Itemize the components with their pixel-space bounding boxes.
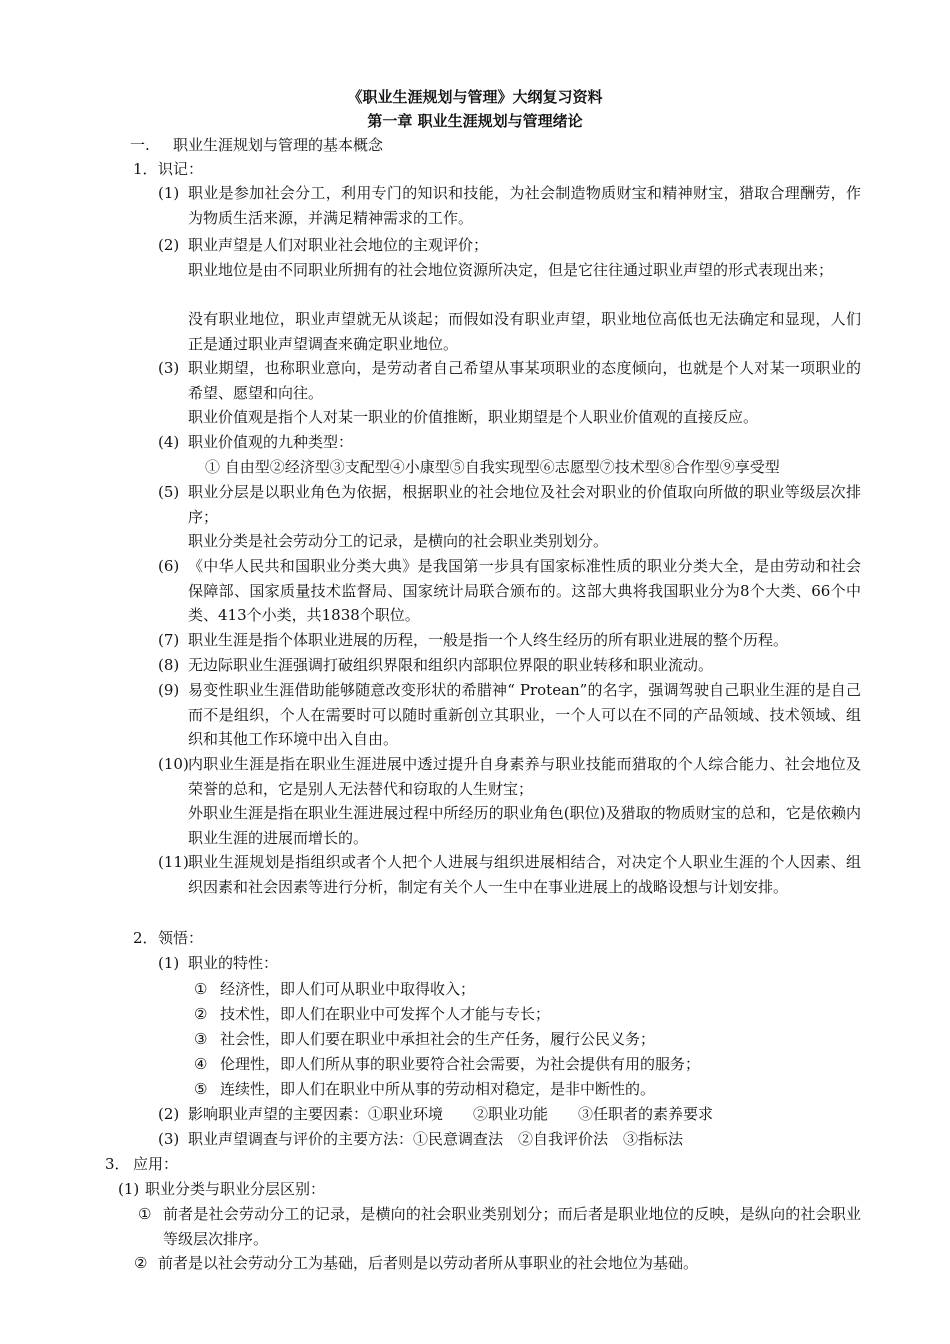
list-item-number: (11) [158, 853, 189, 871]
list-item-text: 职业分类与职业分层区别： [145, 1180, 326, 1198]
list-item-text: 职业是参加社会分工，利用专门的知识和技能，为社会制造物质财宝和精神财宝，猎取合理酬劳，作为物质生活来源，并满足精神需求的工作。 [188, 184, 861, 227]
section-heading: 职业生涯规划与管理的基本概念 [173, 136, 384, 154]
list-item-number: (6) [158, 557, 180, 575]
trait-number: ③ [194, 1030, 208, 1048]
list-item-number: (4) [158, 433, 180, 451]
list-item-number: (8) [158, 656, 180, 674]
list-item-text: 职业生涯是指个体职业进展的历程，一般是指一个人终生经历的所有职业进展的整个历程。 [188, 631, 789, 649]
list-item-paragraph: 职业分类是社会劳动分工的记录，是横向的社会职业类别划分。 [188, 532, 609, 550]
list-item-number: (3) [158, 1130, 180, 1148]
list-item-paragraph: 外职业生涯是指在职业生涯进展过程中所经历的职业角色(职位)及猎取的物质财宝的总和，它是依赖内职业生涯的进展而增长的。 [188, 804, 861, 847]
subsection-heading: 应用： [133, 1155, 179, 1173]
section-number: 一. [130, 136, 150, 154]
subsection-heading: 识记： [158, 160, 204, 178]
list-item-text: 职业价值观的九种类型： [188, 433, 354, 451]
difference-number: ① [138, 1205, 152, 1223]
chapter-title: 第一章 职业生涯规划与管理绪论 [367, 112, 583, 130]
document-title: 《职业生涯规划与管理》大纲复习资料 [347, 88, 603, 106]
trait-number: ① [194, 980, 208, 998]
subsection-number: 1． [133, 160, 158, 178]
trait-number: ⑤ [194, 1080, 208, 1098]
trait-text: 社会性，即人们要在职业中承担社会的生产任务，履行公民义务； [220, 1030, 656, 1048]
list-item-text: 影响职业声望的主要因素：①职业环境 ②职业功能 ③任职者的素养要求 [188, 1105, 714, 1123]
list-item-number: (1) [118, 1180, 140, 1198]
list-item-number: (2) [158, 236, 180, 254]
list-item-number: (3) [158, 359, 180, 377]
trait-text: 技术性，即人们在职业中可发挥个人才能与专长； [220, 1005, 551, 1023]
list-item-number: (10) [158, 755, 189, 773]
list-item-paragraph: 职业价值观是指个人对某一职业的价值推断，职业期望是个人职业价值观的直接反应。 [188, 408, 759, 426]
trait-text: 伦理性，即人们所从事的职业要符合社会需要，为社会提供有用的服务； [220, 1055, 701, 1073]
list-item-text: 职业期望，也称职业意向，是劳动者自己希望从事某项职业的态度倾向，也就是个人对某一项职业的希望、愿望和向往。 [188, 359, 861, 402]
list-item-text: 职业分层是以职业角色为依据，根据职业的社会地位及社会对职业的价值取向所做的职业等级层次排序； [188, 483, 861, 526]
difference-text: 前者是社会劳动分工的记录，是横向的社会职业类别划分；而后者是职业地位的反映，是纵向的社会职业等级层次排序。 [163, 1205, 861, 1248]
trait-text: 连续性，即人们在职业中所从事的劳动相对稳定，是非中断性的。 [220, 1080, 656, 1098]
list-item-text: 职业声望是人们对职业社会地位的主观评价； [188, 236, 489, 254]
list-item-paragraph: 没有职业地位，职业声望就无从谈起；而假如没有职业声望，职业地位高低也无法确定和显现，人们正是通过职业声望调查来确定职业地位。 [188, 310, 861, 353]
list-item-paragraph: 职业地位是由不同职业所拥有的社会地位资源所决定，但是它往往通过职业声望的形式表现出来； [188, 261, 834, 279]
list-item-number: (7) [158, 631, 180, 649]
list-item-number: (1) [158, 954, 180, 972]
list-item-text: 无边际职业生涯强调打破组织界限和组织内部职位界限的职业转移和职业流动。 [188, 656, 714, 674]
subsection-heading: 领悟： [158, 929, 204, 947]
list-item-number: (5) [158, 483, 180, 501]
trait-text: 经济性，即人们可从职业中取得收入； [220, 980, 476, 998]
trait-number: ② [194, 1005, 208, 1023]
list-item-text: 易变性职业生涯借助能够随意改变形状的希腊神“ Protean”的名字，强调驾驶自己职业生涯的是自己而不是组织，个人在需要时可以随时重新创立其职业，一个人可以在不同的产品领域、技术领域、组织和其他工作环境中出入自由。 [188, 681, 861, 748]
value-types-list: ① 自由型②经济型③支配型④小康型⑤自我实现型⑥志愿型⑦技术型⑧合作型⑨享受型 [205, 458, 780, 476]
list-item-text: 职业声望调查与评价的主要方法：①民意调查法 ②自我评价法 ③指标法 [188, 1130, 684, 1148]
trait-number: ④ [194, 1055, 208, 1073]
difference-text: 前者是以社会劳动分工为基础，后者则是以劳动者所从事职业的社会地位为基础。 [158, 1254, 699, 1272]
list-item-number: (1) [158, 184, 180, 202]
list-item-text: 职业的特性： [188, 954, 279, 972]
list-item-number: (9) [158, 681, 180, 699]
difference-number: ② [134, 1254, 148, 1272]
subsection-number: 3． [105, 1155, 130, 1173]
subsection-number: 2． [133, 929, 158, 947]
list-item-text: 职业生涯规划是指组织或者个人把个人进展与组织进展相结合，对决定个人职业生涯的个人因素、组织因素和社会因素等进行分析，制定有关个人一生中在事业进展上的战略设想与计划安排。 [188, 853, 861, 896]
list-item-number: (2) [158, 1105, 180, 1123]
list-item-text: 内职业生涯是指在职业生涯进展中透过提升自身素养与职业技能而猎取的个人综合能力、社会地位及荣誉的总和，它是别人无法替代和窃取的人生财宝； [188, 755, 861, 798]
list-item-text: 《中华人民共和国职业分类大典》是我国第一步具有国家标准性质的职业分类大全，是由劳动和社会保障部、国家质量技术监督局、国家统计局联合颁布的。这部大典将我国职业分为8个大类、66个中类、413个小类，共1838个职位。 [188, 557, 861, 624]
